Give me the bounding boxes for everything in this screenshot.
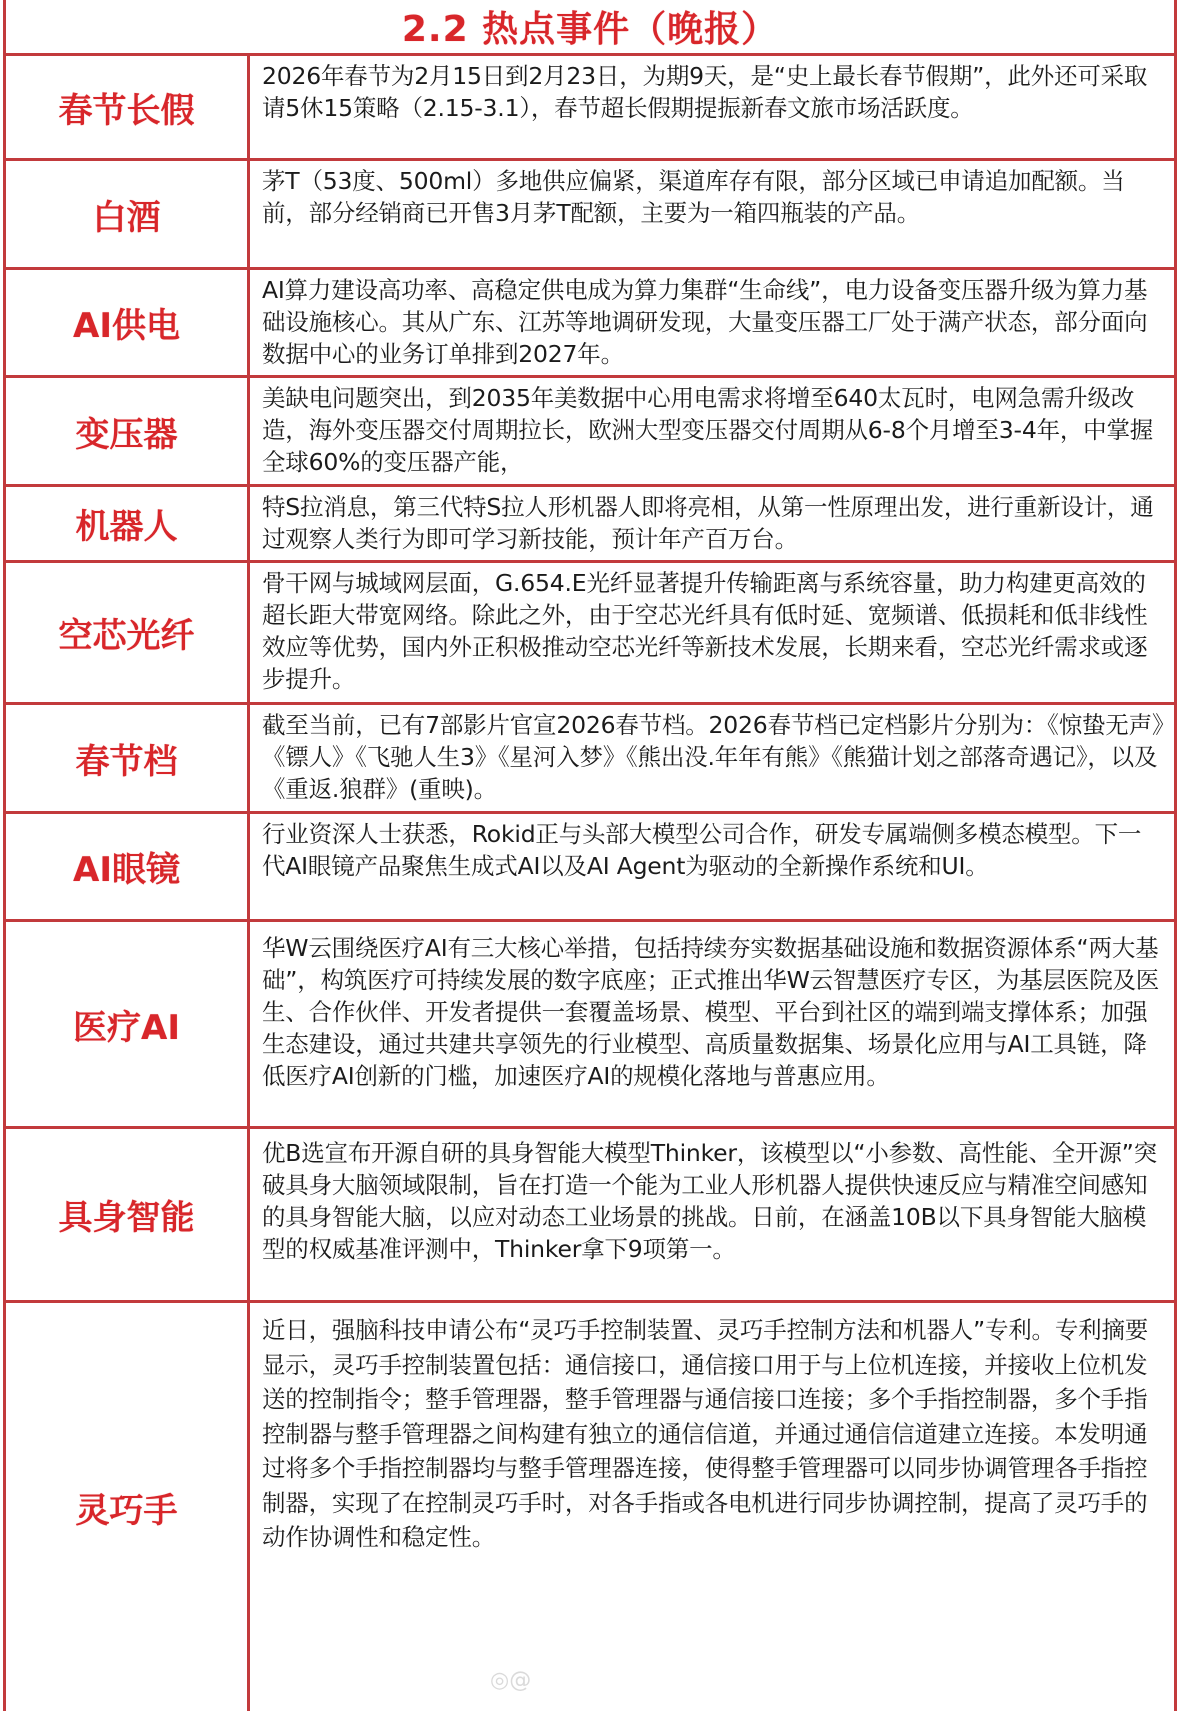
- row-content-cell: [250, 705, 1174, 811]
- row-content: 2026年春节为2月15日到2月23日，为期9天，是“史上最长春节假期”，此外还可采取请5休15策略（2.15-3.1），春节超长假期提振新春文旅市场活跃度。: [262, 62, 1148, 122]
- table-header: [6, 0, 1174, 56]
- row-label: 春节档: [75, 741, 178, 782]
- table-row-medical-ai: [6, 922, 1174, 1129]
- row-label-cell: [6, 705, 250, 811]
- table-row-chunjie-holiday: [6, 56, 1174, 161]
- weibo-watermark-icon: ◎@: [490, 1668, 532, 1693]
- row-content-cell: [250, 563, 1174, 702]
- page-title: 2.2 热点事件（晚报）: [401, 9, 779, 50]
- row-label: 空芯光纤: [58, 616, 195, 656]
- row-content-cell: [250, 378, 1174, 484]
- row-label: 白酒: [92, 197, 161, 238]
- row-content-cell: [250, 270, 1174, 375]
- table-row-transformer: [6, 378, 1174, 487]
- row-content-cell: [250, 56, 1174, 158]
- row-label: 春节长假: [58, 90, 195, 131]
- row-label: AI供电: [73, 306, 180, 346]
- table-row-embodied-ai: [6, 1129, 1174, 1303]
- row-content-cell: [250, 161, 1174, 267]
- table-row-robot: [6, 487, 1174, 563]
- row-label-cell: [6, 1129, 250, 1300]
- row-label-cell: [6, 563, 250, 702]
- row-content-cell: [250, 487, 1174, 560]
- row-content: 骨干网与城域网层面，G.654.E光纤显著提升传输距离与系统容量，助力构建更高效的超长距大带宽网络。除此之外，由于空芯光纤具有低时延、宽频谱、低损耗和低非线性效应等优势，国内外正积极推动空芯光纤等新技术发展，长期来看，空芯光纤需求或逐步提升。: [262, 569, 1148, 693]
- table-row-spring-festival-films: [6, 705, 1174, 814]
- row-content: 优B选宣布开源自研的具身智能大模型Thinker，该模型以“小参数、高性能、全开源”突破具身大脑领域限制，旨在打造一个能为工业人形机器人提供快速反应与精准空间感知的具身智能大脑，以应对动态工业场景的挑战。日前，在涵盖10B以下具身智能大脑模型的权威基准评测中，Thinker拿下9项第一。: [262, 1139, 1157, 1263]
- row-label-cell: [6, 270, 250, 375]
- row-label-cell: [6, 378, 250, 484]
- row-content: 华W云围绕医疗AI有三大核心举措，包括持续夯实数据基础设施和数据资源体系“两大基础”，构筑医疗可持续发展的数字底座；正式推出华W云智慧医疗专区，为基层医院及医生、合作伙伴、开发者提供一套覆盖场景、模型、平台到社区的端到端支撑体系；加强生态建设，通过共建共享领先的行业模型、高质量数据集、场景化应用与AI工具链，降低医疗AI创新的门槛，加速医疗AI的规模化落地与普惠应用。: [262, 934, 1160, 1090]
- row-content: 行业资深人士获悉，Rokid正与头部大模型公司合作，研发专属端侧多模态模型。下一代AI眼镜产品聚焦生成式AI以及AI Agent为驱动的全新操作系统和UI。: [262, 820, 1142, 880]
- table-row-ai-power: [6, 270, 1174, 378]
- row-content: AI算力建设高功率、高稳定供电成为算力集群“生命线”，电力设备变压器升级为算力基础设施核心。其从广东、江苏等地调研发现，大量变压器工厂处于满产状态，部分面向数据中心的业务订单排到2027年。: [262, 276, 1148, 368]
- row-content-cell: [250, 1303, 1174, 1711]
- row-label: AI眼镜: [73, 850, 180, 890]
- row-content-cell: [250, 922, 1174, 1126]
- row-label-cell: [6, 814, 250, 919]
- row-label-cell: [6, 56, 250, 158]
- row-label: 具身智能: [58, 1198, 195, 1238]
- hot-events-table: [3, 0, 1177, 1711]
- row-content: 美缺电问题突出，到2035年美数据中心用电需求将增至640太瓦时，电网急需升级改造，海外变压器交付周期拉长，欧洲大型变压器交付周期从6-8个月增至3-4年，中掌握全球60%的变压器产能，: [262, 384, 1154, 476]
- table-row-ai-glasses: [6, 814, 1174, 922]
- row-label: 医疗AI: [73, 1007, 180, 1048]
- row-content-cell: [250, 814, 1174, 919]
- row-label: 灵巧手: [75, 1490, 178, 1531]
- row-label-cell: [6, 487, 250, 560]
- row-label-cell: [6, 922, 250, 1126]
- row-label-cell: [6, 161, 250, 267]
- row-content-cell: [250, 1129, 1174, 1300]
- table-row-dexterous-hand: [6, 1303, 1174, 1711]
- row-content: 截至当前，已有7部影片官宣2026春节档。2026春节档已定档影片分别为：《惊蛰无声》《镖人》《飞驰人生3》《星河入梦》《熊出没.年年有熊》《熊猫计划之部落奇遇记》，以及《重返.狼群》(重映)。: [262, 711, 1164, 803]
- table-row-baijiu: [6, 161, 1174, 270]
- row-label: 机器人: [75, 507, 178, 547]
- row-label: 变压器: [75, 414, 178, 455]
- row-content: 特S拉消息，第三代特S拉人形机器人即将亮相，从第一性原理出发，进行重新设计，通过观察人类行为即可学习新技能，预计年产百万台。: [262, 493, 1154, 553]
- row-content: 茅T（53度、500ml）多地供应偏紧，渠道库存有限，部分区域已申请追加配额。当前，部分经销商已开售3月茅T配额，主要为一箱四瓶装的产品。: [262, 167, 1125, 227]
- table-row-hollow-core-fiber: [6, 563, 1174, 705]
- row-label-cell: [6, 1303, 250, 1711]
- row-content: 近日，强脑科技申请公布“灵巧手控制装置、灵巧手控制方法和机器人”专利。专利摘要显示，灵巧手控制装置包括：通信接口，通信接口用于与上位机连接，并接收上位机发送的控制指令；整手管理器，整手管理器与通信接口连接；多个手指控制器，多个手指控制器与整手管理器之间构建有独立的通信信道，并通过通信信道建立连接。本发明通过将多个手指控制器均与整手管理器连接，使得整手管理器可以同步协调管理各手指控制器，实现了在控制灵巧手时，对各手指或各电机进行同步协调控制，提高了灵巧手的动作协调性和稳定性。: [262, 1316, 1149, 1551]
